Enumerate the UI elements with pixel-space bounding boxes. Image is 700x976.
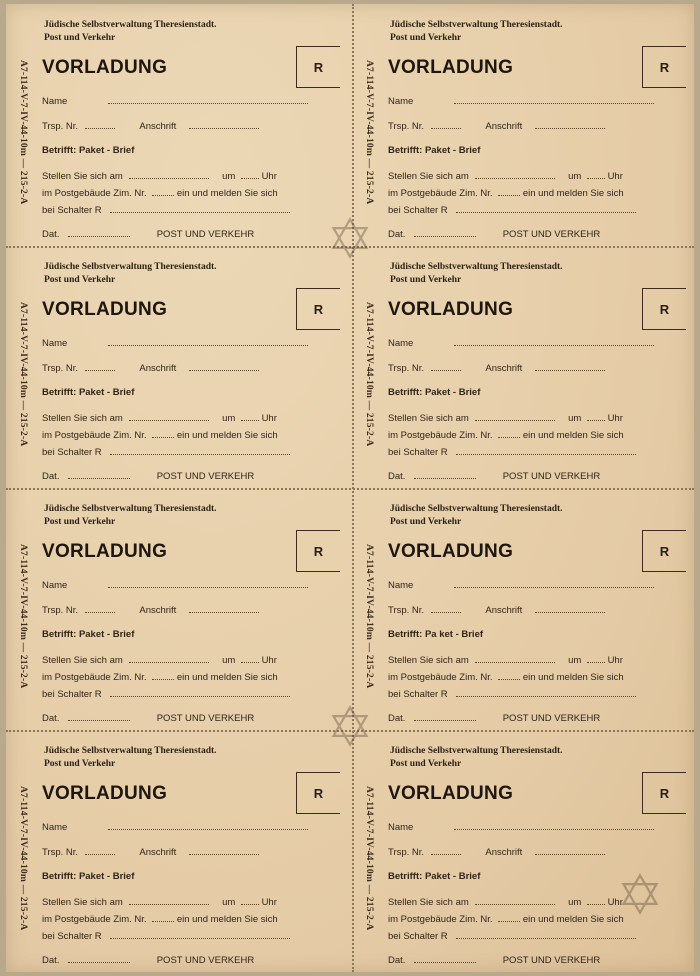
appointment-label: Stellen Sie sich am	[388, 655, 469, 666]
time-label: um	[568, 413, 582, 424]
counter-row	[42, 689, 290, 700]
transport-row	[388, 363, 605, 374]
counter-row	[388, 931, 636, 942]
dat-field	[414, 713, 476, 721]
room-row	[42, 430, 278, 441]
transport-row	[388, 605, 605, 616]
counter-label: bei Schalter R	[42, 205, 102, 216]
hour-label: Uhr	[607, 655, 623, 666]
print-code: A7-114-V-7-IV-44-10m — 215-2-A	[18, 302, 28, 447]
name-row	[42, 338, 308, 349]
date-field	[129, 413, 209, 421]
appointment-row	[388, 897, 623, 908]
dat-field	[68, 955, 130, 963]
hour-label: Uhr	[261, 171, 277, 182]
counter-row	[388, 447, 636, 458]
print-code: A7-114-V-7-IV-44-10m — 215-2-A	[18, 786, 28, 931]
dat-field	[68, 229, 130, 237]
dat-label: Dat.	[42, 229, 60, 240]
issuer-header: Jüdische Selbstverwaltung Theresienstadt.	[44, 746, 217, 756]
counter-label: bei Schalter R	[388, 689, 448, 700]
appointment-label: Stellen Sie sich am	[42, 655, 123, 666]
time-label: um	[568, 171, 582, 182]
room-label: im Postgebäude Zim. Nr.	[42, 188, 147, 199]
room-field	[152, 430, 174, 438]
summons-form	[352, 730, 698, 970]
date-row	[42, 229, 254, 240]
room-label: im Postgebäude Zim. Nr.	[388, 672, 493, 683]
print-code: A7-114-V-7-IV-44-10m — 215-2-A	[364, 60, 374, 205]
address-field	[535, 121, 605, 129]
form-title: VORLADUNG	[42, 57, 168, 78]
issuer-header: Jüdische Selbstverwaltung Theresienstadt.	[44, 504, 217, 514]
hour-label: Uhr	[607, 171, 623, 182]
form-title: VORLADUNG	[388, 541, 514, 562]
footer-text: POST UND VERKEHR	[156, 955, 255, 966]
appointment-label: Stellen Sie sich am	[42, 897, 123, 908]
time-field	[241, 897, 259, 905]
footer-text: POST UND VERKEHR	[502, 471, 601, 482]
transport-field	[85, 605, 115, 613]
summons-sheet	[6, 4, 694, 972]
address-label: Anschrift	[139, 121, 177, 132]
time-label: um	[568, 655, 582, 666]
date-field	[475, 897, 555, 905]
issuer-header: Jüdische Selbstverwaltung Theresienstadt.	[390, 504, 563, 514]
subject-line: Betrifft: Paket - Brief	[42, 629, 135, 640]
address-label: Anschrift	[139, 605, 177, 616]
counter-row	[42, 447, 290, 458]
dat-label: Dat.	[388, 713, 406, 724]
room-row	[42, 914, 278, 925]
issuer-header: Jüdische Selbstverwaltung Theresienstadt.	[44, 262, 217, 272]
transport-row	[388, 121, 605, 132]
appointment-row	[42, 897, 277, 908]
dat-field	[414, 955, 476, 963]
transport-label: Trsp. Nr.	[42, 121, 79, 132]
hour-label: Uhr	[261, 655, 277, 666]
form-title: VORLADUNG	[42, 299, 168, 320]
print-code: A7-114-V-7-IV-44-10m — 215-2-A	[18, 60, 28, 205]
transport-field	[85, 363, 115, 371]
date-row	[388, 713, 600, 724]
address-field	[189, 363, 259, 371]
time-field	[587, 897, 605, 905]
room-field	[152, 672, 174, 680]
transport-row	[42, 121, 259, 132]
dat-field	[414, 229, 476, 237]
footer-text: POST UND VERKEHR	[156, 713, 255, 724]
report-text: ein und melden Sie sich	[176, 430, 278, 441]
room-field	[498, 188, 520, 196]
issuer-header: Jüdische Selbstverwaltung Theresienstadt.	[390, 20, 563, 30]
name-label: Name	[388, 96, 414, 107]
name-label: Name	[42, 580, 68, 591]
name-field	[454, 580, 654, 588]
room-field	[498, 914, 520, 922]
summons-form	[6, 246, 352, 486]
department-header: Post und Verkehr	[44, 275, 116, 285]
report-text: ein und melden Sie sich	[522, 914, 624, 925]
transport-field	[431, 847, 461, 855]
counter-label: bei Schalter R	[42, 689, 102, 700]
issuer-header: Jüdische Selbstverwaltung Theresienstadt.	[44, 20, 217, 30]
report-text: ein und melden Sie sich	[176, 914, 278, 925]
room-row	[388, 914, 624, 925]
room-row	[388, 430, 624, 441]
counter-label: bei Schalter R	[388, 205, 448, 216]
summons-form	[6, 730, 352, 970]
date-row	[388, 471, 600, 482]
date-row	[42, 713, 254, 724]
date-field	[129, 655, 209, 663]
report-text: ein und melden Sie sich	[176, 188, 278, 199]
transport-field	[431, 363, 461, 371]
hour-label: Uhr	[261, 897, 277, 908]
counter-field	[110, 205, 290, 213]
room-field	[498, 672, 520, 680]
room-field	[152, 188, 174, 196]
transport-label: Trsp. Nr.	[388, 847, 425, 858]
appointment-label: Stellen Sie sich am	[388, 171, 469, 182]
time-field	[587, 413, 605, 421]
print-code: A7-114-V-7-IV-44-10m — 215-2-A	[18, 544, 28, 689]
transport-label: Trsp. Nr.	[42, 605, 79, 616]
room-field	[498, 430, 520, 438]
department-header: Post und Verkehr	[390, 517, 462, 527]
date-field	[475, 413, 555, 421]
date-row	[388, 229, 600, 240]
dat-label: Dat.	[42, 955, 60, 966]
hour-label: Uhr	[607, 897, 623, 908]
department-header: Post und Verkehr	[44, 33, 116, 43]
appointment-label: Stellen Sie sich am	[42, 171, 123, 182]
appointment-row	[388, 171, 623, 182]
address-field	[189, 121, 259, 129]
report-text: ein und melden Sie sich	[176, 672, 278, 683]
appointment-row	[388, 413, 623, 424]
name-row	[388, 338, 654, 349]
counter-row	[42, 205, 290, 216]
address-field	[189, 605, 259, 613]
transport-row	[42, 605, 259, 616]
time-field	[587, 171, 605, 179]
room-row	[388, 188, 624, 199]
registered-box: R	[642, 530, 686, 572]
address-field	[535, 847, 605, 855]
dat-field	[68, 713, 130, 721]
address-label: Anschrift	[139, 847, 177, 858]
room-label: im Postgebäude Zim. Nr.	[388, 430, 493, 441]
address-field	[535, 605, 605, 613]
address-field	[189, 847, 259, 855]
appointment-row	[42, 171, 277, 182]
appointment-row	[42, 413, 277, 424]
transport-row	[42, 847, 259, 858]
issuer-header: Jüdische Selbstverwaltung Theresienstadt.	[390, 262, 563, 272]
time-label: um	[568, 897, 582, 908]
appointment-label: Stellen Sie sich am	[42, 413, 123, 424]
room-label: im Postgebäude Zim. Nr.	[42, 914, 147, 925]
transport-row	[42, 363, 259, 374]
transport-field	[431, 121, 461, 129]
report-text: ein und melden Sie sich	[522, 188, 624, 199]
name-row	[42, 96, 308, 107]
summons-form	[352, 4, 698, 244]
name-label: Name	[42, 96, 68, 107]
counter-label: bei Schalter R	[388, 931, 448, 942]
transport-field	[85, 847, 115, 855]
appointment-row	[388, 655, 623, 666]
time-field	[241, 655, 259, 663]
name-row	[388, 822, 654, 833]
appointment-label: Stellen Sie sich am	[388, 897, 469, 908]
form-title: VORLADUNG	[388, 299, 514, 320]
print-code: A7-114-V-7-IV-44-10m — 215-2-A	[364, 544, 374, 689]
name-field	[108, 338, 308, 346]
transport-label: Trsp. Nr.	[388, 121, 425, 132]
department-header: Post und Verkehr	[44, 759, 116, 769]
department-header: Post und Verkehr	[390, 759, 462, 769]
name-row	[42, 822, 308, 833]
department-header: Post und Verkehr	[390, 33, 462, 43]
name-label: Name	[42, 822, 68, 833]
footer-text: POST UND VERKEHR	[156, 229, 255, 240]
room-row	[388, 672, 624, 683]
name-field	[108, 96, 308, 104]
transport-field	[85, 121, 115, 129]
print-code: A7-114-V-7-IV-44-10m — 215-2-A	[364, 786, 374, 931]
name-field	[108, 580, 308, 588]
time-label: um	[222, 413, 236, 424]
registered-box: R	[642, 772, 686, 814]
counter-field	[456, 205, 636, 213]
form-title: VORLADUNG	[42, 783, 168, 804]
counter-row	[388, 689, 636, 700]
hour-label: Uhr	[607, 413, 623, 424]
footer-text: POST UND VERKEHR	[502, 229, 601, 240]
form-title: VORLADUNG	[388, 57, 514, 78]
counter-label: bei Schalter R	[388, 447, 448, 458]
form-title: VORLADUNG	[388, 783, 514, 804]
hour-label: Uhr	[261, 413, 277, 424]
counter-label: bei Schalter R	[42, 931, 102, 942]
name-field	[454, 822, 654, 830]
star-of-david-stamp	[328, 704, 372, 748]
appointment-row	[42, 655, 277, 666]
address-label: Anschrift	[485, 363, 523, 374]
name-label: Name	[388, 338, 414, 349]
subject-line: Betrifft: Paket - Brief	[388, 387, 481, 398]
counter-field	[110, 447, 290, 455]
time-label: um	[222, 897, 236, 908]
counter-field	[456, 447, 636, 455]
subject-line: Betrifft: Paket - Brief	[42, 145, 135, 156]
name-row	[388, 580, 654, 591]
subject-line: Betrifft: Paket - Brief	[388, 871, 481, 882]
counter-label: bei Schalter R	[42, 447, 102, 458]
transport-label: Trsp. Nr.	[42, 363, 79, 374]
summons-form	[6, 488, 352, 728]
summons-form	[352, 488, 698, 728]
transport-label: Trsp. Nr.	[388, 605, 425, 616]
time-field	[587, 655, 605, 663]
star-of-david-stamp	[328, 216, 372, 260]
date-field	[475, 171, 555, 179]
room-field	[152, 914, 174, 922]
form-title: VORLADUNG	[42, 541, 168, 562]
registered-box: R	[296, 288, 340, 330]
registered-box: R	[296, 772, 340, 814]
summons-form	[6, 4, 352, 244]
dat-label: Dat.	[388, 955, 406, 966]
appointment-label: Stellen Sie sich am	[388, 413, 469, 424]
counter-field	[456, 689, 636, 697]
subject-line: Betrifft: Pa ket - Brief	[388, 629, 484, 640]
dat-field	[414, 471, 476, 479]
room-row	[42, 672, 278, 683]
subject-line: Betrifft: Paket - Brief	[42, 871, 135, 882]
registered-box: R	[642, 46, 686, 88]
dat-label: Dat.	[388, 229, 406, 240]
registered-box: R	[296, 46, 340, 88]
print-code: A7-114-V-7-IV-44-10m — 215-2-A	[364, 302, 374, 447]
report-text: ein und melden Sie sich	[522, 672, 624, 683]
name-field	[454, 96, 654, 104]
department-header: Post und Verkehr	[44, 517, 116, 527]
name-field	[108, 822, 308, 830]
footer-text: POST UND VERKEHR	[156, 471, 255, 482]
room-label: im Postgebäude Zim. Nr.	[388, 188, 493, 199]
registered-box: R	[642, 288, 686, 330]
time-label: um	[222, 171, 236, 182]
date-row	[388, 955, 600, 966]
date-row	[42, 955, 254, 966]
room-label: im Postgebäude Zim. Nr.	[42, 430, 147, 441]
issuer-header: Jüdische Selbstverwaltung Theresienstadt.	[390, 746, 563, 756]
date-field	[129, 897, 209, 905]
transport-label: Trsp. Nr.	[42, 847, 79, 858]
name-field	[454, 338, 654, 346]
address-label: Anschrift	[485, 605, 523, 616]
name-row	[42, 580, 308, 591]
transport-field	[431, 605, 461, 613]
counter-field	[110, 689, 290, 697]
name-row	[388, 96, 654, 107]
room-label: im Postgebäude Zim. Nr.	[42, 672, 147, 683]
time-label: um	[222, 655, 236, 666]
dat-field	[68, 471, 130, 479]
address-field	[535, 363, 605, 371]
summons-form	[352, 246, 698, 486]
address-label: Anschrift	[485, 847, 523, 858]
dat-label: Dat.	[42, 471, 60, 482]
room-label: im Postgebäude Zim. Nr.	[388, 914, 493, 925]
dat-label: Dat.	[388, 471, 406, 482]
registered-box: R	[296, 530, 340, 572]
footer-text: POST UND VERKEHR	[502, 713, 601, 724]
counter-field	[456, 931, 636, 939]
transport-row	[388, 847, 605, 858]
name-label: Name	[388, 580, 414, 591]
date-field	[475, 655, 555, 663]
transport-label: Trsp. Nr.	[388, 363, 425, 374]
date-field	[129, 171, 209, 179]
subject-line: Betrifft: Paket - Brief	[388, 145, 481, 156]
date-row	[42, 471, 254, 482]
counter-row	[42, 931, 290, 942]
star-of-david-stamp	[618, 872, 662, 916]
time-field	[241, 171, 259, 179]
dat-label: Dat.	[42, 713, 60, 724]
footer-text: POST UND VERKEHR	[502, 955, 601, 966]
department-header: Post und Verkehr	[390, 275, 462, 285]
room-row	[42, 188, 278, 199]
address-label: Anschrift	[139, 363, 177, 374]
subject-line: Betrifft: Paket - Brief	[42, 387, 135, 398]
name-label: Name	[388, 822, 414, 833]
report-text: ein und melden Sie sich	[522, 430, 624, 441]
counter-row	[388, 205, 636, 216]
address-label: Anschrift	[485, 121, 523, 132]
name-label: Name	[42, 338, 68, 349]
counter-field	[110, 931, 290, 939]
time-field	[241, 413, 259, 421]
